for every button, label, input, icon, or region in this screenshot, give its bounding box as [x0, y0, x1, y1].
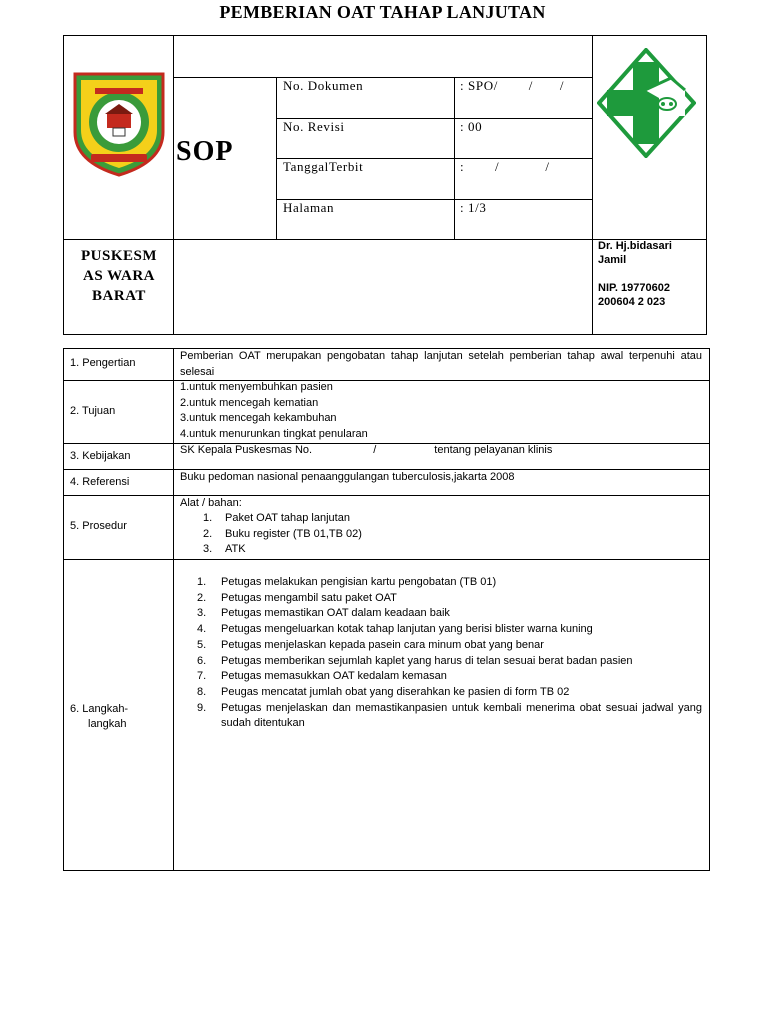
meta-value-halaman: : 1/3 — [460, 200, 487, 215]
row-label-tujuan: 2. Tujuan — [70, 405, 116, 417]
row-label-prosedur: 5. Prosedur — [70, 520, 127, 532]
organization-line: BARAT — [92, 288, 146, 304]
row-label-pengertian: 1. Pengertian — [70, 357, 136, 369]
list-item: 1. Paket OAT tahap lanjutan — [203, 512, 350, 524]
prosedur-list — [203, 511, 362, 558]
tujuan-list — [180, 380, 368, 442]
table-divider — [63, 559, 710, 560]
pengertian-text: Pemberian OAT merupakan pengobatan tahap lanjutan setelah pemberian tahap awal terpenuhi atau selesai — [180, 350, 702, 378]
signatory-name: Dr. Hj.bidasari — [598, 240, 672, 252]
row-label-kebijakan: 3. Kebijakan — [70, 450, 131, 462]
list-item: 1.untuk menyembuhkan pasien — [180, 381, 333, 393]
step-item: 1. Petugas melakukan pengisian kartu pengobatan (TB 01) — [197, 576, 497, 588]
step-item: 4. Petugas mengeluarkan kotak tahap lanjutan yang berisi blister warna kuning — [197, 623, 593, 636]
regional-logo — [71, 70, 167, 178]
row-label-langkah: 6. Langkah- langkah — [70, 703, 129, 730]
signatory-name: Jamil — [598, 254, 627, 266]
meta-value-tanggal: : / / — [460, 159, 550, 174]
meta-label-revisi: No. Revisi — [283, 119, 345, 134]
organization-name — [66, 246, 172, 306]
header-divider — [173, 35, 174, 335]
step-item: 7. Petugas memasukkan OAT kedalam kemasan — [197, 670, 447, 683]
meta-value-dokumen: : SPO/ / / — [460, 78, 565, 93]
step-item: 3. Petugas memastikan OAT dalam keadaan baik — [197, 607, 450, 620]
meta-label-halaman: Halaman — [283, 200, 335, 215]
step-item: 2. Petugas mengambil satu paket OAT — [197, 591, 397, 604]
organization-line: AS WARA — [83, 268, 155, 284]
sop-label: SOP — [176, 136, 234, 167]
list-item: 3.untuk mencegah kekambuhan — [180, 412, 337, 425]
header-divider — [592, 35, 593, 335]
step-item: 5. Petugas menjelaskan kepada pasein cara minum obat yang benar — [197, 638, 544, 651]
list-item: 4.untuk menurunkan tingkat penularan — [180, 427, 368, 440]
list-item: 2.untuk mencegah kematian — [180, 396, 319, 409]
signatory-nip: NIP. 19770602 — [598, 282, 670, 294]
langkah-steps — [197, 575, 702, 732]
prosedur-heading: Alat / bahan: — [180, 497, 242, 509]
signatory-block — [598, 239, 672, 309]
step-item: 6. Petugas memberikan sejumlah kaplet yang harus di telan sesuai berat badan pasien — [197, 654, 633, 667]
step-item: 9. Petugas menjelaskan dan memastikanpasien untuk kembali menerima obat sesuai jadwal yang sudah ditentukan — [197, 701, 702, 730]
list-item: 2. Buku register (TB 01,TB 02) — [203, 527, 362, 540]
organization-line: PUSKESM — [80, 248, 157, 264]
step-item: 8. Peugas mencatat jumlah obat yang diserahkan ke pasien di form TB 02 — [197, 685, 570, 698]
table-divider — [63, 495, 710, 496]
list-item: 3. ATK — [203, 543, 246, 556]
meta-label-dokumen: No. Dokumen — [283, 78, 364, 93]
table-divider — [173, 348, 174, 871]
document-title: PEMBERIAN OAT TAHAP LANJUTAN — [219, 2, 546, 22]
row-label-referensi: 4. Referensi — [70, 476, 130, 488]
puskesmas-cross-logo — [597, 48, 696, 158]
signatory-nip: 200604 2 023 — [598, 296, 666, 308]
meta-value-revisi: : 00 — [460, 119, 483, 134]
referensi-text: Buku pedoman nasional penaanggulangan tuberculosis,jakarta 2008 — [180, 471, 515, 483]
meta-label-tanggal: TanggalTerbit — [283, 159, 364, 174]
kebijakan-text: SK Kepala Puskesmas No. / tentang pelayanan klinis — [180, 444, 553, 456]
